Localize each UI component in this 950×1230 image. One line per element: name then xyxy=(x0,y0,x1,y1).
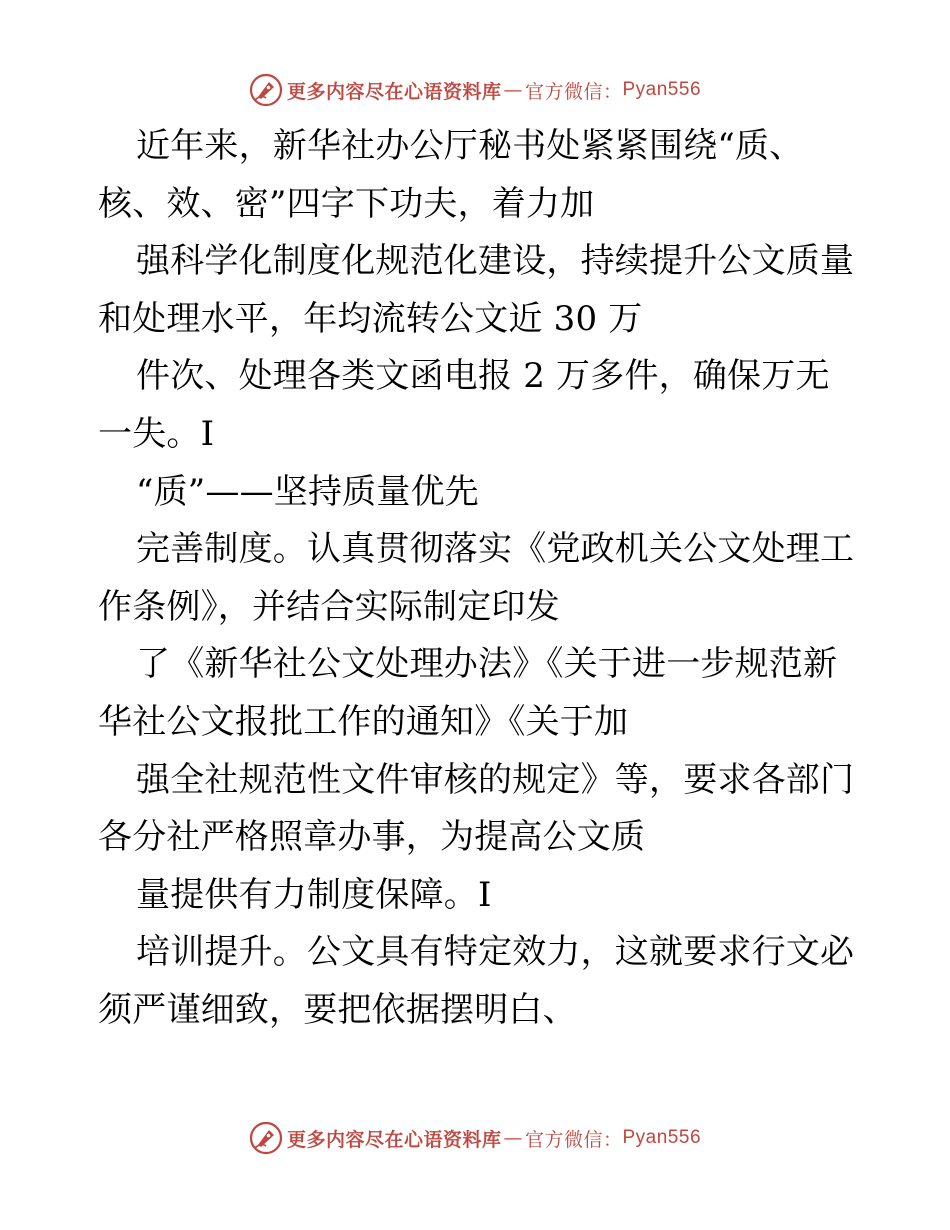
pen-nib-logo-icon xyxy=(249,73,283,107)
text-line: 和处理水平，年均流转公文近 30 万 xyxy=(98,298,643,339)
text-line: 强全社规范性文件审核的规定》等，要求各部门 xyxy=(136,759,855,800)
footer-banner xyxy=(0,1118,950,1158)
text-line: 作条例》，并结合实际制定印发 xyxy=(98,586,560,627)
text-line: 培训提升。公文具有特定效力，这就要求行文必 xyxy=(136,932,855,973)
header-banner xyxy=(0,70,950,110)
text-line: 须严谨细致，要把依据摆明白、 xyxy=(98,989,577,1030)
banner-dash: — xyxy=(503,1127,523,1149)
pen-nib-logo-icon xyxy=(249,1121,283,1155)
banner-main-text: 更多内容尽在心语资料库 xyxy=(286,1128,502,1151)
text-line: 一失。I xyxy=(98,413,215,454)
text-line: 各分社严格照章办事，为提高公文质 xyxy=(98,817,646,858)
banner-wechat-id: Pyan556 xyxy=(622,79,702,100)
text-line: 了《新华社公文处理办法》《关于进一步规范新 xyxy=(136,644,838,685)
banner-wechat-label: 官方微信： xyxy=(524,1128,623,1151)
banner-wechat-label: 官方微信： xyxy=(524,80,623,103)
text-line: 强科学化制度化规范化建设，持续提升公文质量 xyxy=(136,241,855,282)
banner-dash: — xyxy=(503,79,523,101)
text-line: 近年来，新华社办公厅秘书处紧紧围绕“质、 xyxy=(136,126,804,166)
text-line: 完善制度。认真贯彻落实《党政机关公文处理工 xyxy=(136,529,855,570)
text-line: 核、效、密”四字下功夫，着力加 xyxy=(98,183,595,224)
section-heading: “质”——坚持质量优先 xyxy=(136,471,479,512)
text-line: 件次、处理各类文函电报 2 万多件，确保万无 xyxy=(136,356,830,397)
banner-main-text: 更多内容尽在心语资料库 xyxy=(286,80,502,103)
text-line: 华社公文报批工作的通知》《关于加 xyxy=(98,701,629,742)
document-body xyxy=(98,118,858,1040)
text-line: 量提供有力制度保障。I xyxy=(136,874,492,915)
banner-wechat-id: Pyan556 xyxy=(622,1127,702,1148)
